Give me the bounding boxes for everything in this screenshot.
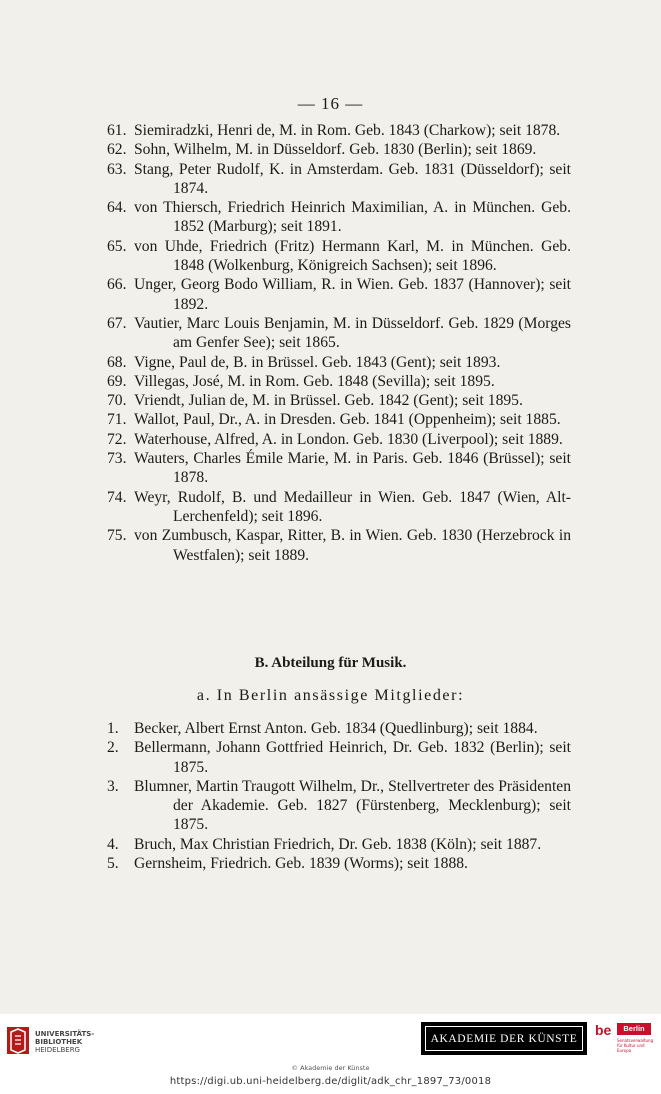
list-item [107, 854, 571, 873]
entry-number: 70. [107, 392, 127, 410]
entry-text: Siemiradzki, Henri de, M. in Rom. Geb. 1843 (Charkow); seit 1878. [134, 122, 561, 139]
entry-number: 1. [107, 720, 119, 737]
list-item [107, 314, 571, 353]
entry-text: Sohn, Wilhelm, M. in Düsseldorf. Geb. 1830 (Berlin); seit 1869. [134, 141, 537, 159]
list-item [107, 140, 571, 159]
entry-text: Vigne, Paul de, B. in Brüssel. Geb. 1843 (Gent); seit 1893. [134, 353, 501, 371]
section-heading: B. Abteilung für Musik. [254, 655, 407, 671]
list-item [107, 526, 571, 565]
entry-number: 68. [107, 353, 127, 371]
list-item [107, 430, 571, 449]
entry-text: Vriendt, Julian de, M. in Brüssel. Geb. 1842 (Gent); seit 1895. [134, 392, 523, 410]
sub-heading: a. In Berlin ansässige Mitglieder: [196, 687, 465, 704]
list-item [107, 198, 571, 237]
list-item [107, 449, 571, 488]
list-item [107, 777, 571, 835]
entry-text: Villegas, José, M. in Rom. Geb. 1848 (Sevilla); seit 1895. [134, 372, 495, 390]
entry-text: Weyr, Rudolf, B. und Medailleur in Wien. Geb. 1847 (Wien, Alt-Lerchenfeld); seit 1896. [134, 488, 571, 525]
list-item [107, 410, 571, 429]
entry-text: Gernsheim, Friedrich. Geb. 1839 (Worms); seit 1888. [134, 855, 468, 873]
entry-number: 75. [107, 527, 127, 545]
entry-text: Blumner, Martin Traugott Wilhelm, Dr., Stellvertreter des Präsidenten der Akademie. Geb. 1827 (Fürstenberg, Mecklenburg); seit 1875. [134, 777, 571, 834]
entry-text: Bruch, Max Christian Friedrich, Dr. Geb. 1838 (Köln); seit 1887. [134, 835, 542, 853]
berlin-sub-label: Senatsverwaltung für Kultur und Europa [617, 1038, 654, 1053]
list-item [107, 391, 571, 410]
entry-text: Becker, Albert Ernst Anton. Geb. 1834 (Quedlinburg); seit 1884. [134, 720, 538, 737]
list-item [107, 738, 571, 777]
copyright-notice: © Akademie der Künste [291, 1064, 370, 1072]
entry-text: Bellermann, Johann Gottfried Heinrich, Dr. Geb. 1832 (Berlin); seit 1875. [134, 739, 571, 776]
berlin-senate-logo[interactable] [593, 1020, 655, 1060]
entry-number: 73. [107, 450, 127, 468]
list-item [107, 237, 571, 276]
akademie-der-kuenste-logo[interactable] [421, 1022, 587, 1055]
entry-number: 62. [107, 141, 127, 159]
list-item [107, 160, 571, 199]
entry-number: 71. [107, 411, 127, 429]
permalink-url[interactable]: https://digi.ub.uni-heidelberg.de/diglit/adk_chr_1897_73/0018 [169, 1076, 492, 1087]
entry-number: 74. [107, 488, 127, 506]
entry-text: Wauters, Charles Émile Marie, M. in Paris. Geb. 1846 (Brüssel); seit 1878. [134, 450, 571, 487]
ub-heidelberg-icon [6, 1024, 30, 1056]
entry-text: Unger, Georg Bodo William, R. in Wien. Geb. 1837 (Hannover); seit 1892. [134, 276, 571, 313]
entry-number: 63. [107, 160, 127, 178]
entry-text: Stang, Peter Rudolf, K. in Amsterdam. Geb. 1831 (Düsseldorf); seit 1874. [134, 160, 571, 197]
entry-number: 5. [107, 855, 119, 873]
list-item [107, 488, 571, 527]
entry-number: 2. [107, 739, 119, 757]
list-item [107, 835, 571, 854]
page-number: — 16 — [297, 94, 364, 113]
list-item [107, 353, 571, 372]
ub-heidelberg-wordmark: UNIVERSITÄTS- BIBLIOTHEK HEIDELBERG [35, 1030, 95, 1054]
entry-number: 4. [107, 835, 119, 853]
entry-text: von Zumbusch, Kaspar, Ritter, B. in Wien. Geb. 1830 (Herzebrock in Westfalen); seit 1889. [134, 527, 571, 564]
list-item [107, 275, 571, 314]
entry-number: 66. [107, 276, 127, 294]
berlin-tag: Berlin [617, 1023, 651, 1035]
entry-text: Waterhouse, Alfred, A. in London. Geb. 1830 (Liverpool); seit 1889. [134, 430, 563, 448]
list-item [107, 372, 571, 391]
entry-number: 72. [107, 430, 127, 448]
berlin-be-icon: be [595, 1022, 612, 1038]
akademie-wordmark: AKADEMIE DER KÜNSTE [425, 1026, 583, 1051]
digitization-footer [0, 1014, 661, 1094]
entry-number: 65. [107, 237, 127, 255]
entry-number: 61. [107, 122, 127, 139]
entry-number: 67. [107, 314, 127, 332]
entry-text: von Thiersch, Friedrich Heinrich Maximilian, A. in München. Geb. 1852 (Marburg); seit 1891. [134, 199, 571, 236]
list-item [107, 719, 571, 738]
list-item [107, 121, 571, 140]
ub-heidelberg-logo[interactable] [6, 1020, 106, 1060]
entry-text: Vautier, Marc Louis Benjamin, M. in Düsseldorf. Geb. 1829 (Morges am Genfer See); seit 1865. [134, 314, 571, 352]
entry-number: 69. [107, 372, 127, 390]
entry-number: 64. [107, 199, 127, 217]
entry-text: von Uhde, Friedrich (Fritz) Hermann Karl, M. in München. Geb. 1848 (Wolkenburg, Königreich Sachsen); seit 1896. [134, 237, 571, 275]
entry-number: 3. [107, 777, 119, 795]
member-list-painters [0, 121, 661, 565]
entry-text: Wallot, Paul, Dr., A. in Dresden. Geb. 1841 (Oppenheim); seit 1885. [134, 411, 561, 429]
member-list-music [0, 719, 661, 873]
